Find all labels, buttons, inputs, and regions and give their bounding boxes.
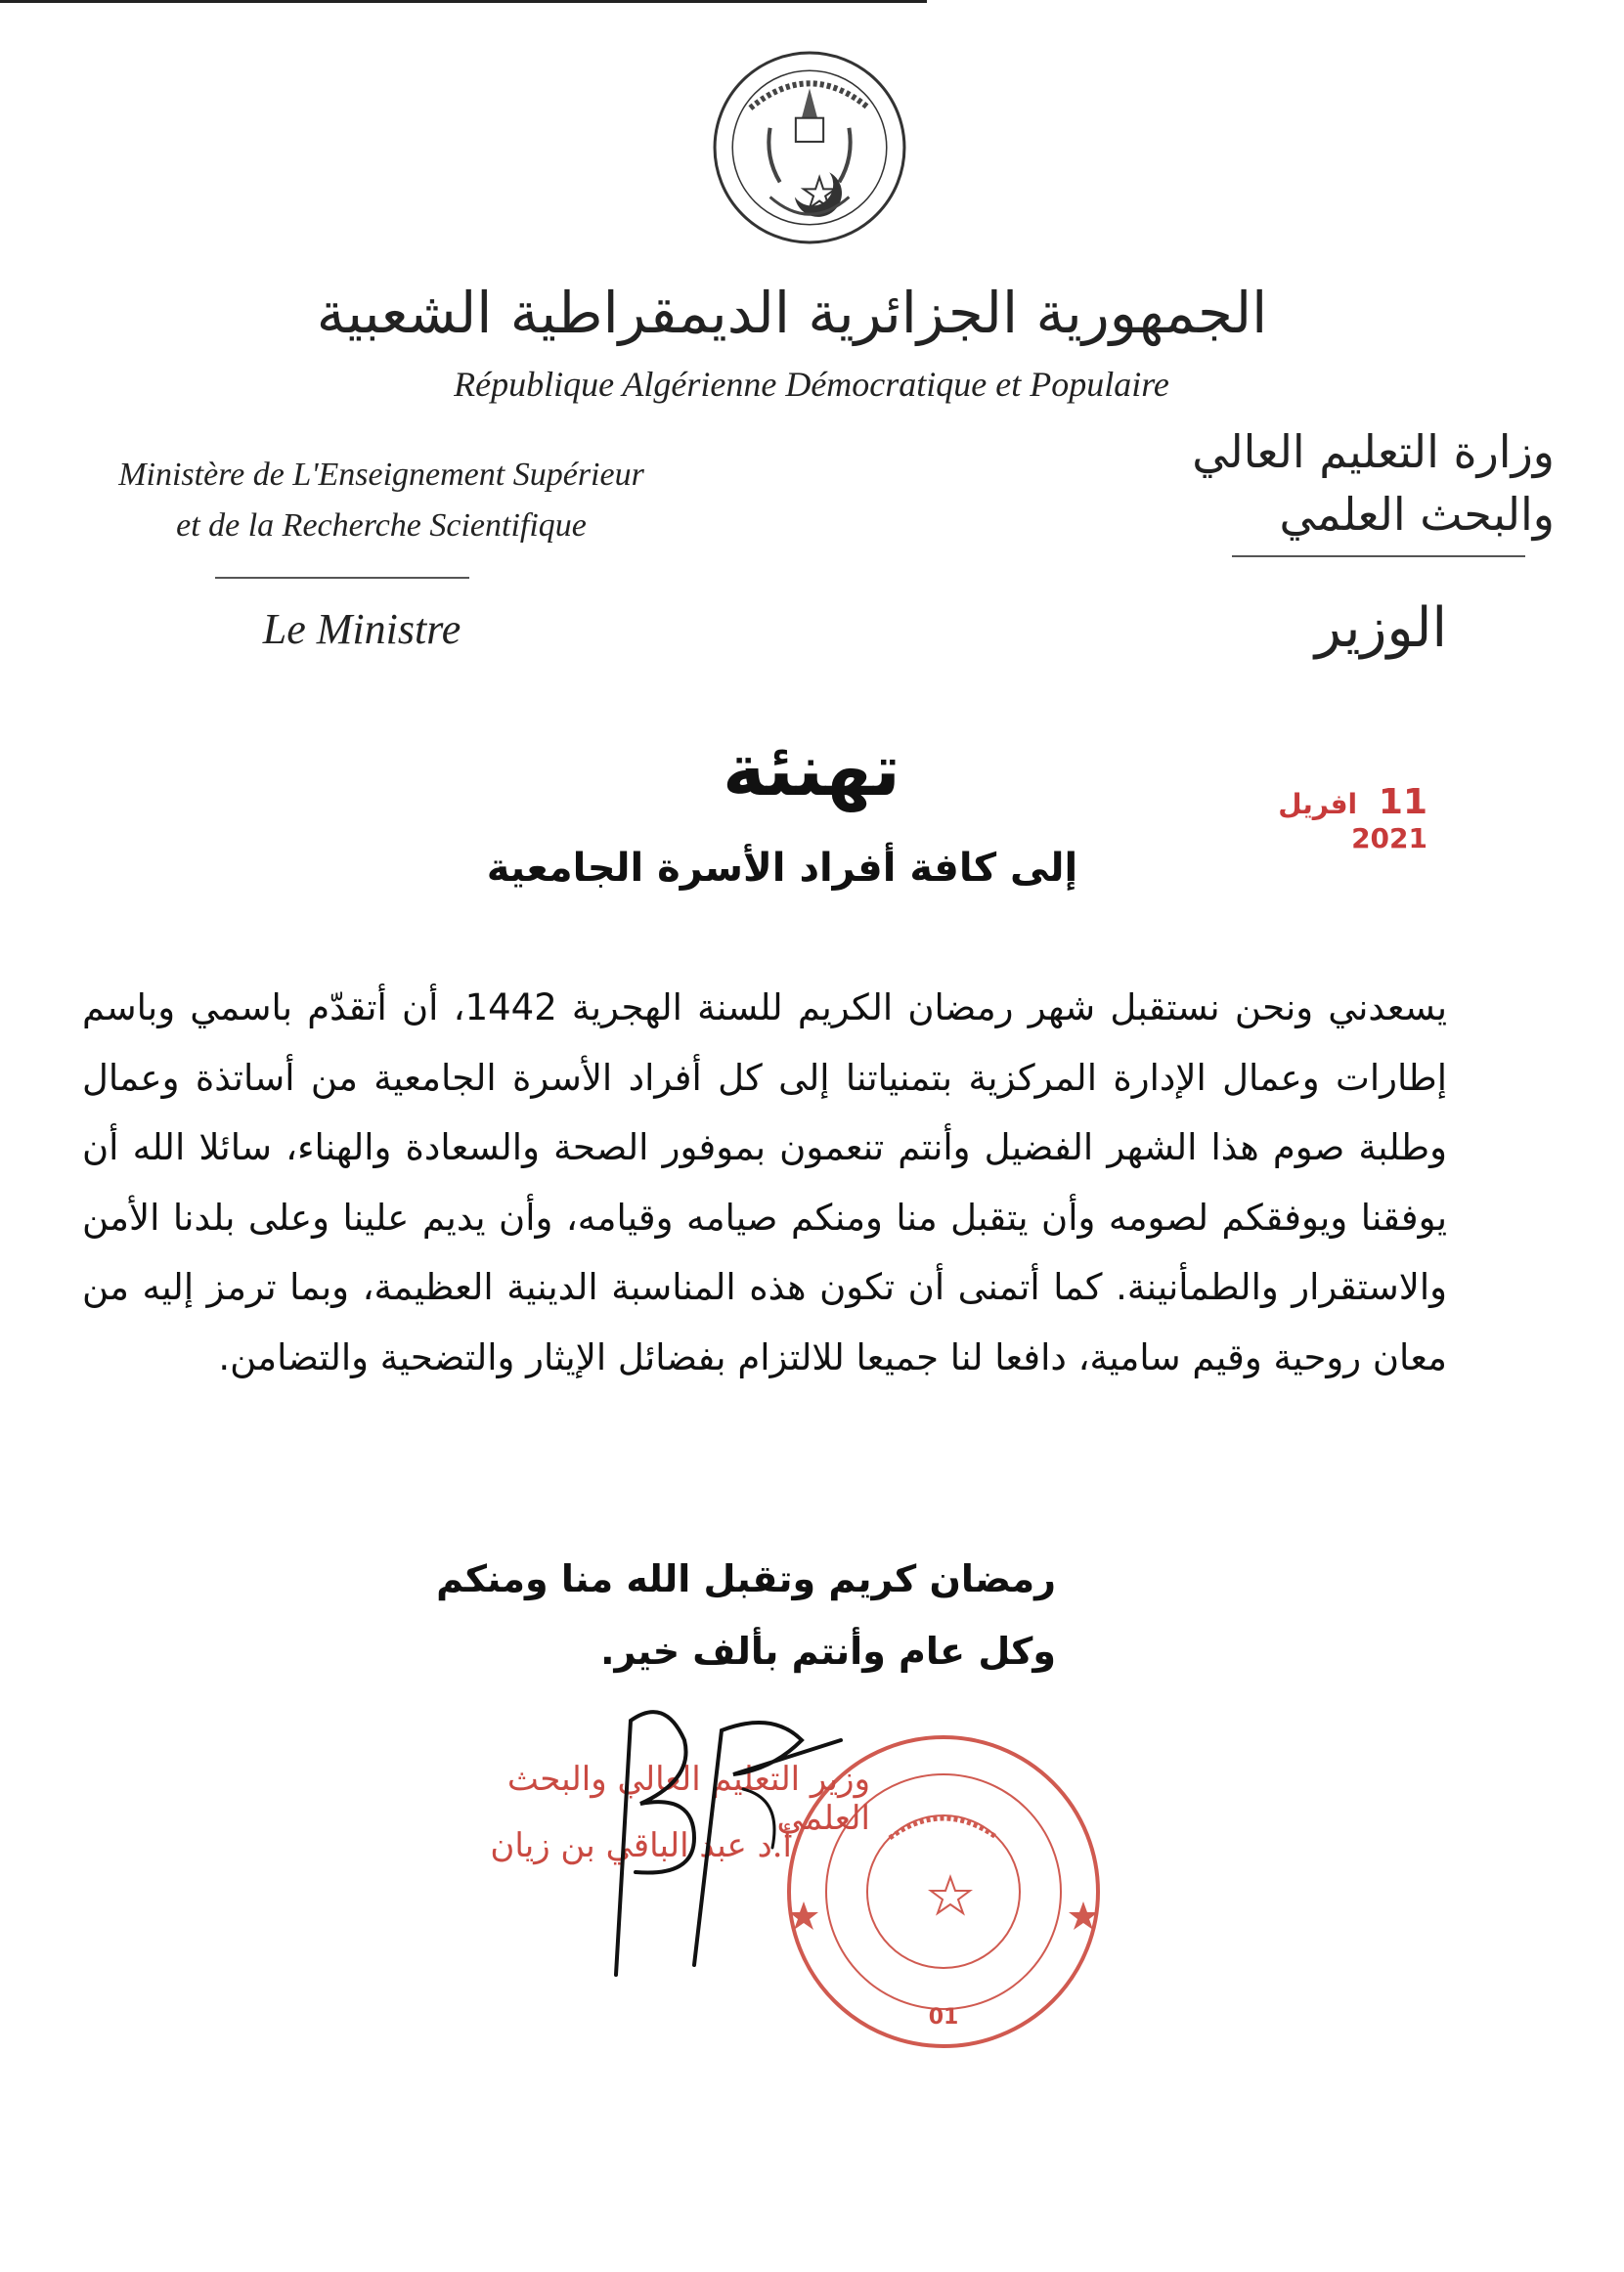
handwritten-signature (548, 1701, 880, 1994)
ministry-ar-line1: وزارة التعليم العالي (1192, 425, 1555, 478)
date-stamp (1261, 782, 1427, 854)
ministry-name-french (49, 450, 714, 551)
minister-title-french: Le Ministre (262, 605, 461, 653)
date-day: 11 (1378, 782, 1427, 822)
letter-subtitle: إلى كافة أفراد الأسرة الجامعية (486, 846, 1078, 891)
ministry-name-arabic (1124, 420, 1555, 546)
letter-title: تهنئة (723, 728, 900, 812)
closing-line1: رمضان كريم وتقبل الله منا ومنكم (436, 1557, 1056, 1600)
letter-body: يسعدني ونحن نستقبل شهر رمضان الكريم للسنة الهجرية 1442، أن أتقدّم باسمي وباسم إطارات وعمال الإدارة المركزية بتمنياتنا إلى كل أفراد الأسرة الجامعية من أساتذة وعمال وطلبة صوم هذا الشهر الفضيل وأنتم تنعمون بموفور الصحة والسعادة والهناء، سائلا الله أن يوفقنا ويوفقكم لصومه وأن يتقبل منا ومنكم صيامه وقيامه، وأن يديم علينا وعلى بلدنا الأمن والاستقرار والطمأنينة. كما أتمنى أن تكون هذه المناسبة الدينية العظيمة، وبما ترمز إليه من معان روحية وقيم سامية، دافعا لنا جميعا للالتزام بفضائل الإيثار والتضحية والتضامن. (82, 986, 1447, 1378)
divider-left (215, 577, 469, 579)
seal-number: 01 (928, 2005, 959, 2030)
algeria-state-emblem-icon (711, 49, 908, 246)
republic-name-arabic: الجمهورية الجزائرية الديمقراطية الشعبية (316, 280, 1268, 346)
closing-greeting (430, 1543, 1056, 1687)
signatory-title: وزير التعليم العالي والبحث العلمي (506, 1760, 870, 1838)
date-year: 2021 (1351, 822, 1427, 854)
date-month: افريل (1278, 788, 1358, 820)
minister-title-arabic: الوزير (1314, 596, 1447, 660)
top-border-line (0, 0, 927, 3)
ministry-fr-line2: et de la Recherche Scientifique (176, 507, 587, 544)
divider-right (1232, 555, 1525, 557)
republic-name-french: République Algérienne Démocratique et Populaire (454, 365, 1169, 404)
closing-line2: وكل عام وأنتم بألف خير. (600, 1630, 1056, 1673)
ministry-fr-line1: Ministère de L'Enseignement Supérieur (118, 457, 644, 493)
signatory-name: أ.د عبد الباقي بن زيان (490, 1826, 792, 1865)
ministry-ar-line2: والبحث العلمي (1279, 488, 1555, 541)
